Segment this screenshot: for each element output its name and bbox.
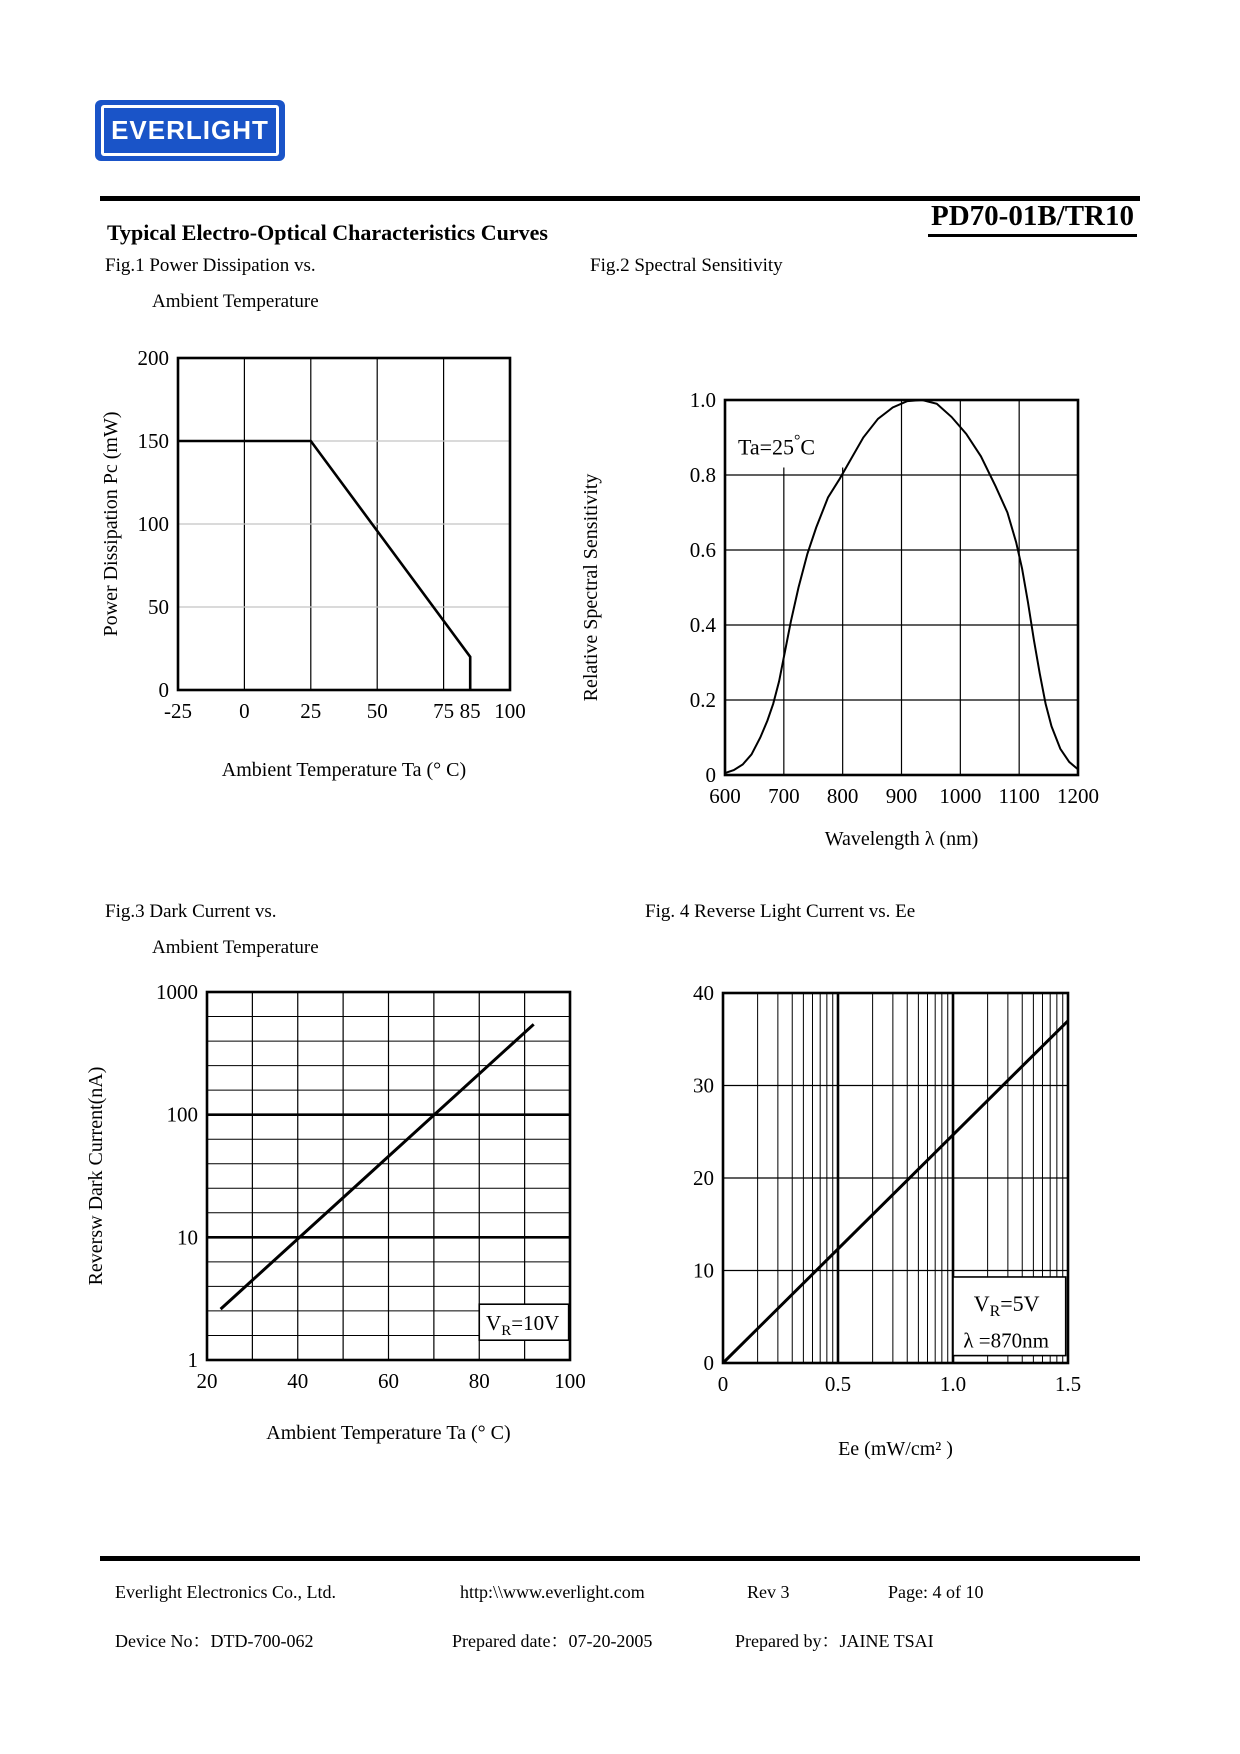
svg-text:30: 30 (693, 1073, 714, 1098)
svg-text:1000: 1000 (156, 980, 198, 1004)
svg-text:100: 100 (554, 1369, 586, 1393)
svg-text:80: 80 (468, 1369, 490, 1393)
svg-text:25: 25 (300, 699, 322, 723)
svg-text:10: 10 (693, 1258, 714, 1283)
svg-text:85: 85 (459, 699, 481, 723)
svg-text:0.6: 0.6 (689, 538, 716, 562)
svg-text:100: 100 (166, 1102, 198, 1127)
fig4-chart (600, 955, 1160, 1500)
svg-text:800: 800 (826, 784, 859, 808)
svg-text:Wavelength λ (nm): Wavelength λ (nm) (824, 828, 979, 850)
svg-text:1.0: 1.0 (689, 388, 716, 412)
everlight-logo-text: EVERLIGHT (111, 115, 269, 145)
footer-company: Everlight Electronics Co., Ltd. (115, 1582, 336, 1602)
fig2-svg (560, 335, 1160, 865)
svg-text:600: 600 (709, 784, 741, 808)
svg-text:0.5: 0.5 (824, 1372, 852, 1396)
svg-text:1.5: 1.5 (1054, 1372, 1082, 1396)
svg-text:0: 0 (239, 699, 250, 723)
svg-text:Reversw Dark Current(nA): Reversw Dark Current(nA) (85, 1066, 107, 1286)
footer-page-number: Page: 4 of 10 (888, 1582, 984, 1602)
svg-text:0.8: 0.8 (689, 463, 716, 487)
svg-text:-25: -25 (164, 699, 192, 723)
svg-text:VR=10V: $V_R=10V$ (486, 1311, 560, 1340)
fig3-chart (70, 955, 590, 1482)
everlight-logo-border (101, 105, 279, 156)
svg-text:1000: 1000 (939, 784, 982, 808)
svg-text:0: 0 (705, 763, 716, 787)
svg-text:900: 900 (885, 784, 918, 808)
svg-text:0.2: 0.2 (689, 688, 716, 712)
svg-text:Relative Spectral Sensitivity: Relative Spectral Sensitivity (580, 473, 602, 702)
svg-text:75: 75 (433, 699, 455, 723)
svg-text:50: 50 (148, 595, 169, 619)
svg-text:1200: 1200 (1057, 784, 1099, 808)
fig2-chart (560, 335, 1160, 870)
svg-text:0: 0 (717, 1372, 729, 1396)
svg-text:Ambient Temperature Ta (° C): Ambient Temperature Ta (° C) (266, 1422, 511, 1444)
everlight-logo (95, 100, 285, 161)
svg-text:0: 0 (158, 678, 169, 702)
fig3-caption-line2: Ambient Temperature (152, 937, 319, 958)
footer-rule (100, 1556, 1140, 1561)
svg-text:1: 1 (187, 1348, 198, 1372)
svg-text:200: 200 (137, 346, 169, 370)
svg-text:40: 40 (693, 981, 714, 1005)
svg-text:Ee (mW/cm² ): Ee (mW/cm² ) (838, 1438, 953, 1460)
svg-text:Power Dissipation Pc (mW): Power Dissipation Pc (mW) (100, 411, 122, 637)
fig1-caption-line2: Ambient Temperature (152, 291, 319, 312)
svg-text:λ =870nm: λ =870nm (963, 1328, 1049, 1353)
footer-prepared-date: Prepared date：07-20-2005 (452, 1631, 653, 1651)
page-title: Typical Electro-Optical Characteristics Curves (107, 220, 548, 245)
fig3-svg (70, 955, 590, 1477)
svg-text:20: 20 (693, 1166, 714, 1190)
svg-text:20: 20 (196, 1369, 218, 1393)
fig3-caption: Fig.3 Dark Current vs. (105, 901, 277, 922)
fig4-svg (600, 955, 1160, 1495)
fig1-caption: Fig.1 Power Dissipation vs. (105, 255, 316, 276)
svg-text:700: 700 (768, 784, 800, 808)
svg-text:100: 100 (494, 699, 526, 723)
footer-prepared-by: Prepared by：JAINE TSAI (735, 1631, 934, 1651)
fig4-caption: Fig. 4 Reverse Light Current vs. Ee (645, 901, 916, 922)
fig1-svg (85, 335, 585, 813)
svg-text:Ambient Temperature Ta (° C): Ambient Temperature Ta (° C) (221, 759, 467, 781)
svg-text:150: 150 (137, 429, 169, 453)
svg-text:1100: 1100 (998, 784, 1040, 808)
svg-text:VR=5V: $V_R=5V$ (973, 1291, 1040, 1321)
footer-device-no: Device No：DTD-700-062 (115, 1631, 314, 1651)
svg-text:0: 0 (703, 1351, 714, 1375)
fig1-chart (85, 335, 585, 818)
svg-text:50: 50 (366, 699, 388, 723)
footer-website: http:\\www.everlight.com (460, 1582, 645, 1602)
part-number: PD70-01B/TR10 (928, 200, 1137, 237)
svg-text:100: 100 (137, 512, 169, 536)
svg-text:40: 40 (287, 1369, 309, 1393)
svg-text:1.0: 1.0 (939, 1372, 967, 1396)
footer-revision: Rev 3 (747, 1582, 790, 1602)
svg-text:0.4: 0.4 (689, 613, 716, 637)
svg-text:10: 10 (177, 1225, 198, 1250)
fig2-caption: Fig.2 Spectral Sensitivity (590, 255, 783, 276)
svg-text:60: 60 (378, 1369, 399, 1393)
svg-text:Ta=25°C: Ta=25°C (737, 432, 816, 460)
